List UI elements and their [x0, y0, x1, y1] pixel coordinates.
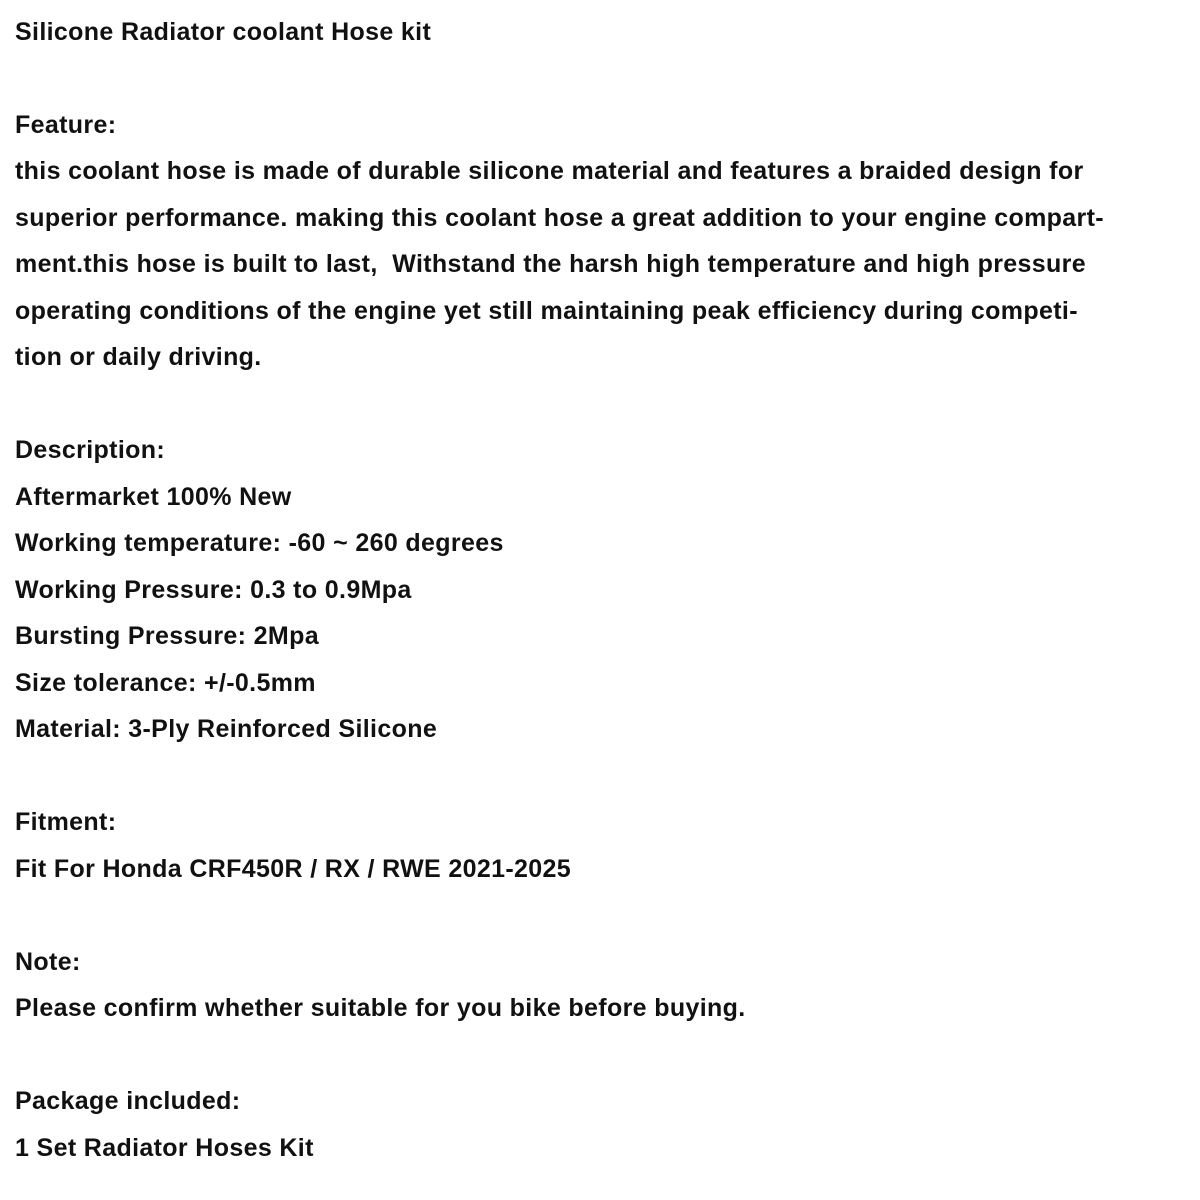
feature-heading: Feature: — [15, 111, 117, 139]
description-heading: Description: — [15, 436, 166, 464]
description-line: Working Pressure: 0.3 to 0.9Mpa — [15, 576, 412, 604]
description-line: Aftermarket 100% New — [15, 483, 292, 511]
feature-line: this coolant hose is made of durable silicone material and features a braided design for — [15, 157, 1084, 185]
fitment-line: Fit For Honda CRF450R / RX / RWE 2021-2025 — [15, 855, 572, 883]
feature-line: operating conditions of the engine yet still maintaining peak efficiency during competi- — [15, 297, 1078, 325]
package-line: 1 Set Radiator Hoses Kit — [15, 1134, 314, 1162]
package-heading: Package included: — [15, 1087, 241, 1115]
feature-line: ment.this hose is built to last, Withstand the harsh high temperature and high pressure — [15, 250, 1086, 278]
feature-line: tion or daily driving. — [15, 343, 262, 371]
note-heading: Note: — [15, 948, 81, 976]
note-line: Please confirm whether suitable for you bike before buying. — [15, 994, 746, 1022]
description-line: Bursting Pressure: 2Mpa — [15, 622, 319, 650]
description-line: Material: 3-Ply Reinforced Silicone — [15, 715, 438, 743]
document-title: Silicone Radiator coolant Hose kit — [15, 18, 432, 46]
description-line: Working temperature: -60 ~ 260 degrees — [15, 529, 504, 557]
feature-line: superior performance. making this coolant hose a great addition to your engine compart- — [15, 204, 1104, 232]
fitment-heading: Fitment: — [15, 808, 117, 836]
description-line: Size tolerance: +/-0.5mm — [15, 669, 316, 697]
